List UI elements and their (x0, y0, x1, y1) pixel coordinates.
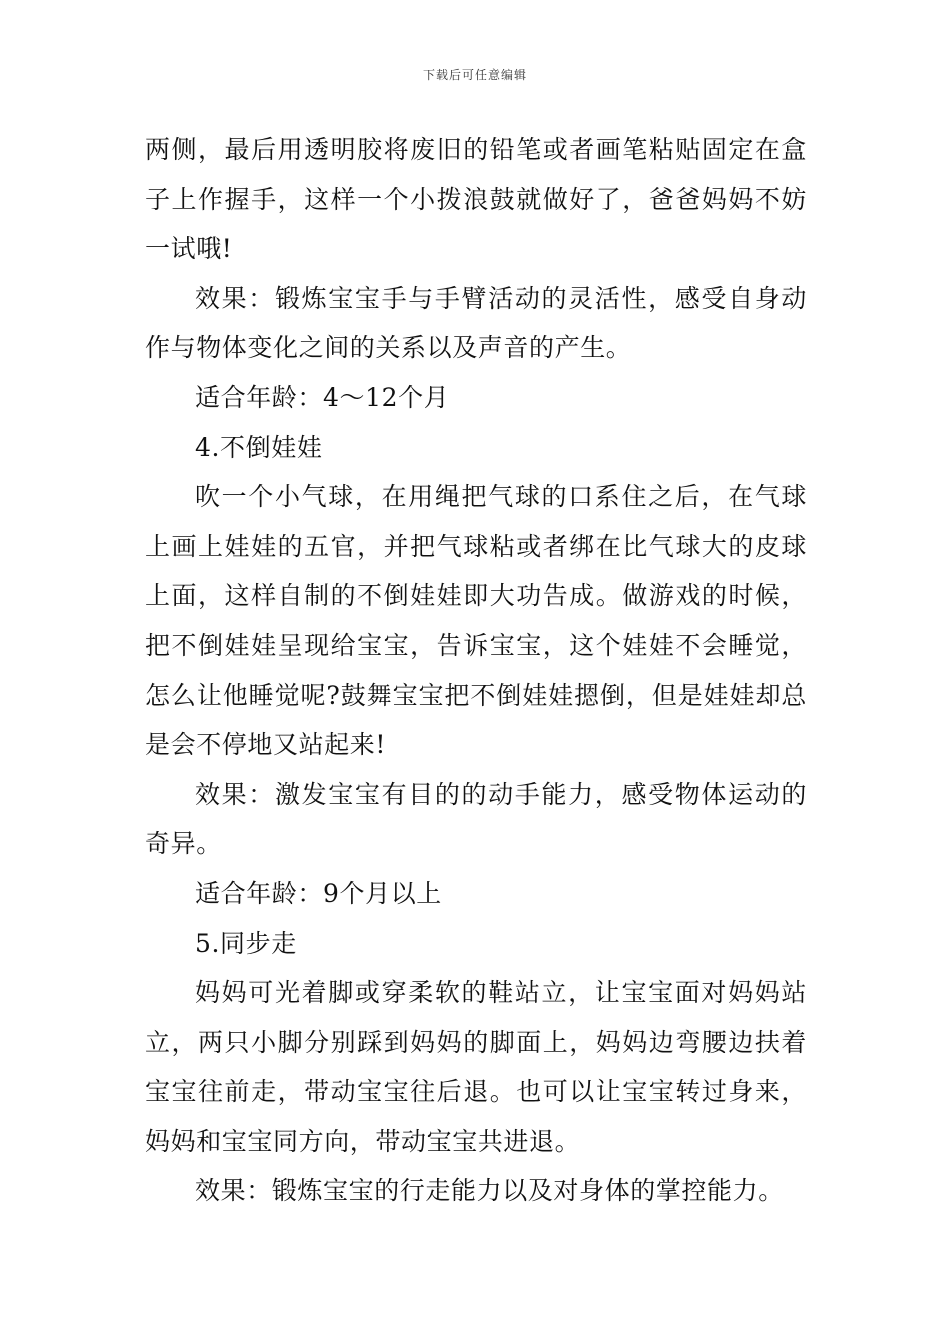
paragraph-effect: 效果：激发宝宝有目的的动手能力，感受物体运动的奇异。 (145, 779, 807, 859)
paragraph-effect: 效果：锻炼宝宝手与手臂活动的灵活性，感受自身动作与物体变化之间的关系以及声音的产生。 (145, 283, 807, 363)
document-body (145, 125, 807, 1216)
section-heading-5: 5.同步走 (195, 928, 297, 958)
paragraph-instructions: 吹一个小气球，在用绳把气球的口系住之后，在气球上画上娃娃的五官，并把气球粘或者绑在比气球大的皮球上面，这样自制的不倒娃娃即大功告成。做游戏的时候，把不倒娃娃呈现给宝宝，告诉宝宝，这个娃娃不会睡觉，怎么让他睡觉呢?鼓舞宝宝把不倒娃娃摁倒，但是娃娃却总是会不停地又站起来! (145, 482, 807, 760)
paragraph-age: 适合年龄：4～12个月 (195, 382, 450, 412)
paragraph-effect: 效果：锻炼宝宝的行走能力以及对身体的掌控能力。 (195, 1176, 784, 1206)
paragraph-age: 适合年龄：9个月以上 (195, 878, 442, 908)
paragraph-continuation: 两侧，最后用透明胶将废旧的铅笔或者画笔粘贴固定在盒子上作握手，这样一个小拨浪鼓就做好了，爸爸妈妈不妨一试哦! (145, 135, 807, 264)
page-header: 下载后可任意编辑 (422, 68, 527, 82)
paragraph-instructions: 妈妈可光着脚或穿柔软的鞋站立，让宝宝面对妈妈站立，两只小脚分别踩到妈妈的脚面上，妈妈边弯腰边扶着宝宝往前走，带动宝宝往后退。也可以让宝宝转过身来，妈妈和宝宝同方向，带动宝宝共进退。 (145, 978, 807, 1156)
section-heading-4: 4.不倒娃娃 (195, 432, 323, 462)
